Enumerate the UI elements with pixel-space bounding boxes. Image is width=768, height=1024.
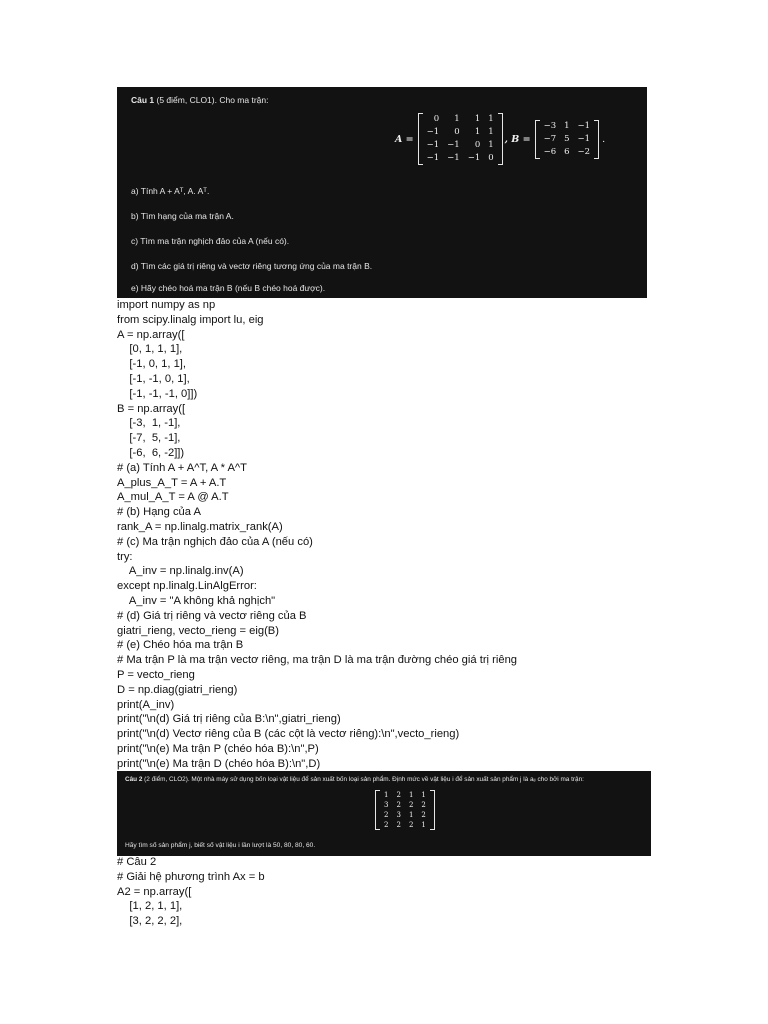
matrix-cell: −1 [426,127,440,137]
matrix-a [418,113,503,165]
code-line: A_mul_A_T = A @ A.T [117,491,229,504]
code-line: # Giải hệ phương trình Ax = b [117,870,265,883]
question1-image [117,87,647,298]
matrix-cell: 2 [421,801,426,809]
matrix-b-label: , B = [504,133,531,145]
code-line: print("\n(e) Ma trận P (chéo hóa B):\n",P) [117,742,319,755]
matrix-cell: −1 [577,133,591,144]
matrix-cell: −7 [543,133,557,144]
code-line: # Ma trận P là ma trận vectơ riêng, ma trận D là ma trận đường chéo giá trị riêng [117,654,518,667]
matrix-b-row [540,120,594,133]
matrix-cell: 1 [408,791,414,799]
matrix-b-row [540,133,594,146]
code-line: [3, 2, 2, 2], [117,915,183,928]
code-line: A_inv = np.linalg.inv(A) [117,565,244,578]
matrix-cell: 5 [564,133,570,144]
question2-title: Câu 2 (2 điểm, CLO2). Một nhà máy sử dụng bốn loại vật liệu để sản xuất bốn loại sản phẩm. Định mức về vật liệu i để sản xuất sản phẩm j là aᵢⱼ cho bởi ma trận: [125,776,584,783]
code-line: [0, 1, 1, 1], [117,343,183,356]
matrix-b-period: . [602,133,606,145]
matrix-a-row [423,126,498,139]
code-line: P = vecto_rieng [117,668,195,681]
matrix-a2 [375,790,435,830]
matrix-cell: 1 [421,791,426,799]
code-line: [-1, 0, 1, 1], [117,358,187,371]
matrix-cell: 0 [488,153,494,163]
code-line: print(A_inv) [117,698,175,711]
code-line: giatri_rieng, vecto_rieng = eig(B) [117,624,279,637]
matrix-cell: 2 [421,811,426,819]
matrix-cell: −1 [577,120,591,131]
matrix-cell: 0 [474,140,481,150]
question2-image [117,771,651,856]
code-line: [-3, 1, -1], [117,417,181,430]
matrix-cell: −1 [447,153,460,163]
matrix-cell: 1 [454,114,460,124]
matrix-cell: −1 [426,153,440,163]
matrix-cell: 1 [408,811,414,819]
matrix-cell: 2 [384,821,389,829]
code-line: # (a) Tính A + A^T, A * A^T [117,461,248,474]
code-line: print("\n(d) Vectơ riêng của B (các cột là vectơ riêng):\n",vecto_rieng) [117,728,460,741]
code-line: rank_A = np.linalg.matrix_rank(A) [117,520,283,533]
code-line: from scipy.linalg import lu, eig [117,313,264,326]
code-line: # Câu 2 [117,856,157,868]
matrix-a2-row [380,790,430,800]
item-b: b) Tìm hạng của ma trận A. [131,211,234,221]
matrix-a2-row [380,800,430,810]
matrix-cell: 1 [564,120,570,131]
code-line: # (b) Hạng của A [117,506,201,519]
code-line: import numpy as np [117,299,216,311]
code-line: [-1, -1, -1, 0]]) [117,387,198,400]
matrix-cell: 2 [396,791,401,799]
matrix-cell: 1 [488,127,494,137]
matrix-b [535,120,599,159]
matrix-a-row [423,113,498,126]
matrix-a-row [423,139,498,152]
code-line: A2 = np.array([ [117,885,192,898]
matrix-cell: −3 [543,120,557,131]
code-line: print("\n(d) Giá trị riêng của B:\n",giatri_rieng) [117,713,341,726]
matrix-cell: −1 [426,140,440,150]
code-line: # (c) Ma trận nghịch đảo của A (nếu có) [117,535,313,548]
matrix-cell: 1 [421,821,426,829]
matrix-cell: 1 [474,127,481,137]
matrix-a-label: A = [395,133,414,145]
matrix-a-row [423,152,498,165]
question2-task: Hãy tìm số sản phẩm j, biết số vật liệu i lần lượt là 50, 80, 80, 60. [125,842,316,849]
matrix-cell: 2 [396,821,401,829]
question1-title: Câu 1 (5 điểm, CLO1). Cho ma trận: [131,95,269,105]
code-line: A = np.array([ [117,328,185,341]
item-a: a) Tính A + Aᵀ, A. Aᵀ. [131,186,210,196]
code-line: [-7, 5, -1], [117,432,181,445]
matrix-cell: −1 [467,153,481,163]
code-line: A_plus_A_T = A + A.T [117,476,227,489]
code-line: # (d) Giá trị riêng và vectơ riêng của B [117,609,307,622]
code-line: print("\n(e) Ma trận D (chéo hóa B):\n",D) [117,757,321,770]
matrix-cell: −6 [543,146,557,157]
matrix-cell: 2 [384,811,389,819]
code-block-2 [117,855,265,929]
matrix-a2-row [380,810,430,820]
matrix-b-row [540,146,594,159]
code-line: B = np.array([ [117,402,186,415]
item-d: d) Tìm các giá trị riêng và vectơ riêng tương ứng của ma trận B. [131,261,373,271]
matrix-cell: 3 [384,801,389,809]
code-line: [1, 2, 1, 1], [117,900,183,913]
matrix-cell: 1 [488,140,494,150]
code-line: try: [117,550,133,563]
item-c: c) Tìm ma trận nghịch đảo của A (nếu có). [131,236,290,246]
matrix-cell: −2 [577,146,591,157]
matrix-cell: 6 [564,146,570,157]
matrix-cell: 2 [408,821,414,829]
question2-matrix [375,790,435,830]
matrix-cell: 1 [384,791,389,799]
matrix-cell: 1 [474,114,481,124]
matrix-cell: 2 [408,801,414,809]
code-line: # (e) Chéo hóa ma trận B [117,639,244,652]
matrix-cell: 1 [488,114,494,124]
code-line: except np.linalg.LinAlgError: [117,580,257,593]
item-e: e) Hãy chéo hoá ma trận B (nếu B chéo hoá được). [131,283,326,293]
matrix-a2-row [380,820,430,830]
matrix-cell: 0 [433,114,440,124]
matrix-cell: 3 [396,811,401,819]
matrix-cell: 0 [454,127,460,137]
matrix-cell: 2 [396,801,401,809]
code-line: A_inv = "A không khả nghịch" [117,594,276,607]
code-line: D = np.diag(giatri_rieng) [117,683,238,696]
code-block-1 [117,298,517,772]
code-line: [-6, 6, -2]]) [117,446,185,459]
code-line: [-1, -1, 0, 1], [117,372,190,385]
matrix-cell: −1 [447,140,460,150]
matrix-definitions [395,113,605,165]
